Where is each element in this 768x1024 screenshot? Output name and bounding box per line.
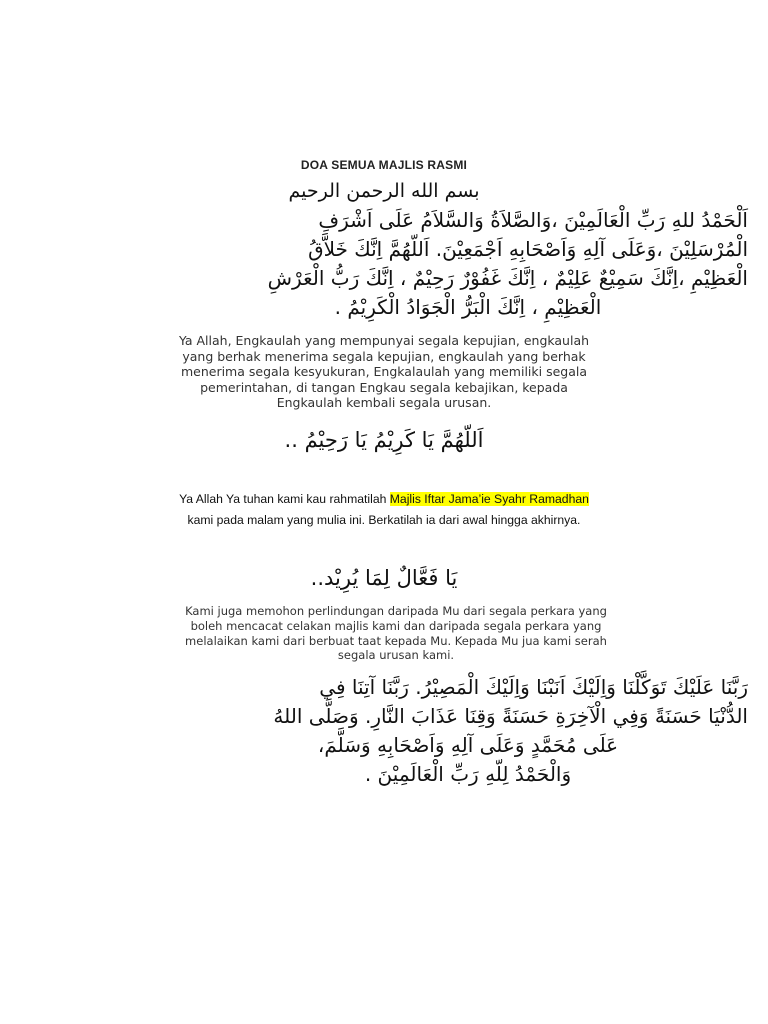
opening-arabic-line: الْعَظِيْمِ ، اِنَّكَ الْبَرُّ الْجَوَادُ الْكَرِيْمُ .: [334, 295, 602, 319]
plea-paragraph: [0, 489, 768, 531]
invocation-arabic: اَللّهُمَّ يَا كَرِيْمُ يَا رَحِيْمُ ..: [284, 428, 484, 452]
middle-translation: Kami juga memohon perlindungan daripada Mu dari segala perkara yang boleh mencacat celakan majlis kami dan daripada segala perkara yang melalaikan kami dari berbuat taat kepada Mu. Kepada Mu jua kami serah segala urusan kami.: [185, 604, 607, 663]
closing-arabic-line: وَالْحَمْدُ لِلّهِ رَبِّ الْعَالَمِيْنَ .: [364, 762, 572, 786]
opening-arabic-line: الْعَظِيْمِ ،اِنَّكَ سَمِيْعٌ عَلِيْمٌ ، اِنَّكَ غَفُوْرٌ رَحِيْمٌ ، اِنَّكَ رَبُّ الْعَرْشِ: [267, 266, 748, 290]
plea-line-2: kami pada malam yang mulia ini. Berkatilah ia dari awal hingga akhirnya.: [187, 513, 581, 527]
opening-translation: Ya Allah, Engkaulah yang mempunyai segala kepujian, engkaulah yang berhak menerima segala kepujian, engkaulah yang berhak menerima segala kesyukuran, Engkalaulah yang memiliki segala pemerintahan, di tangan Engkau segala kebajikan, kepada Engkaulah kembali segala urusan.: [178, 333, 590, 410]
closing-arabic-block: [188, 673, 748, 789]
middle-arabic: يَا فَعَّالٌ لِمَا يُرِيْد..: [310, 566, 458, 590]
plea-text: Ya Allah Ya tuhan kami kau rahmatilah: [179, 492, 390, 506]
page-title: DOA SEMUA MAJLIS RASMI: [300, 158, 468, 172]
basmala-text: بسم الله الرحمن الرحيم: [288, 180, 480, 202]
closing-arabic-line: الدُّنْيَا حَسَنَةً وَفِي الْآخِرَةِ حَسَنَةً وَقِنَا عَذَابَ النَّارِ. وَصَلَّى اللهُ: [273, 704, 748, 728]
opening-arabic-block: [188, 206, 748, 322]
closing-arabic-line: عَلَى مُحَمَّدٍ وَعَلَى آلِهِ وَاَصْحَابِهِ وَسَلَّمَ،: [317, 733, 619, 757]
plea-line-1: [0, 489, 768, 510]
highlighted-event-name: Majlis Iftar Jama’ie Syahr Ramadhan: [389, 492, 589, 506]
opening-arabic-line: الْمُرْسَلِيْنَ ،وَعَلَى آلِهِ وَاَصْحَابِهِ اَجْمَعِيْنَ. اَللّهُمَّ اِنَّكَ خَلاَّقُ: [308, 237, 748, 261]
closing-arabic-line: رَبَّنَا عَلَيْكَ تَوَكَّلْنَا وَاِلَيْكَ اَنَبْنَا وَاِلَيْكَ الْمَصِيْرُ. رَبَّنَا آتِنَا فِي: [319, 675, 748, 699]
opening-arabic-line: اَلْحَمْدُ للهِ رَبِّ الْعَالَمِيْنَ ،وَالصَّلاَةُ وَالسَّلاَمُ عَلَى اَشْرَفِ: [318, 208, 748, 232]
